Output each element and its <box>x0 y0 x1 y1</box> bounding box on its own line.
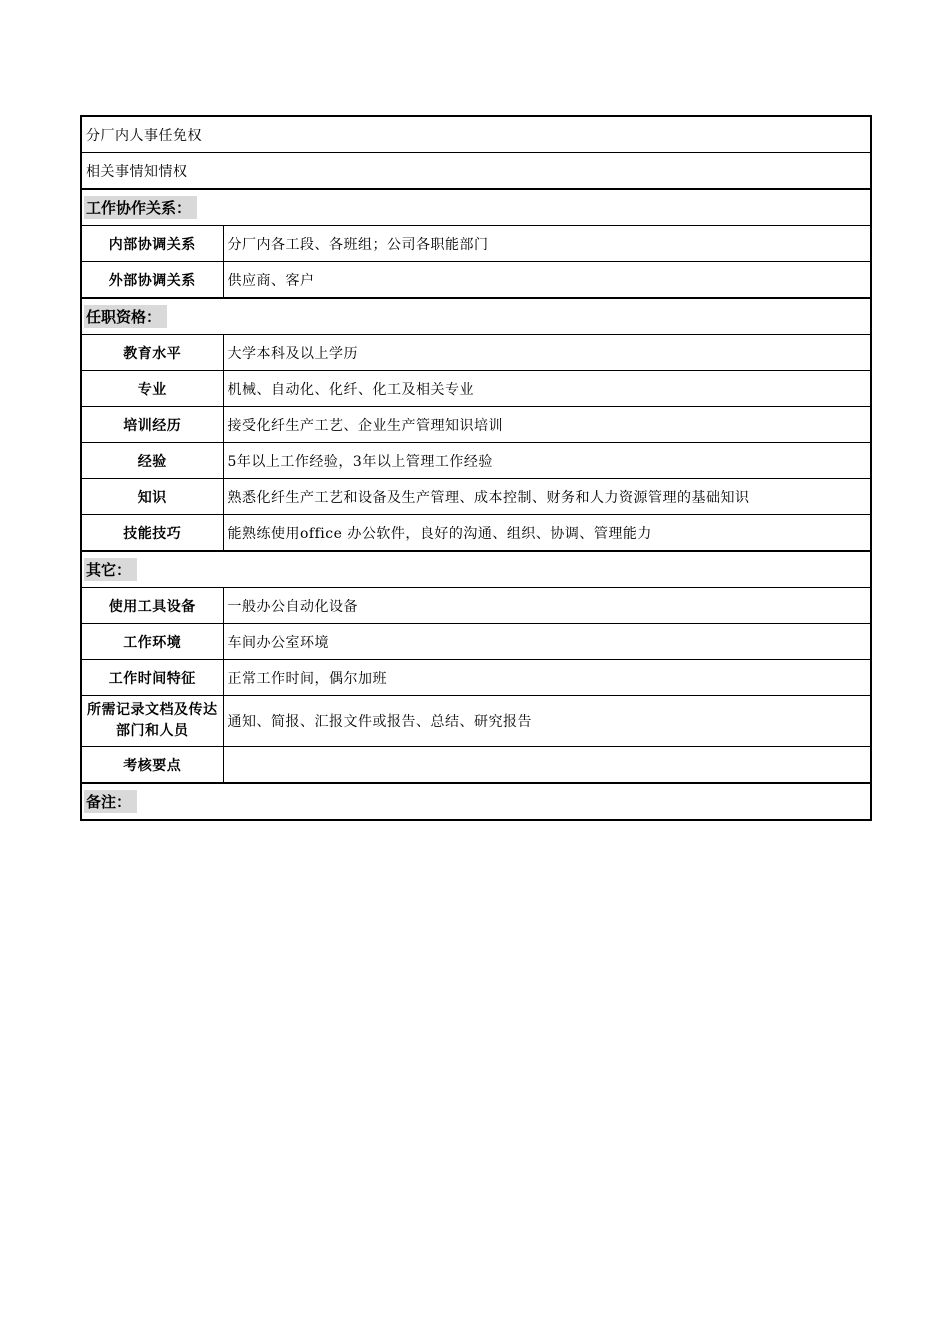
row-label: 考核要点 <box>81 747 223 784</box>
section-title: 其它： <box>84 558 137 581</box>
row-label: 所需记录文档及传达部门和人员 <box>81 696 223 747</box>
authority-row <box>81 153 871 190</box>
row-value <box>223 747 871 784</box>
table-row <box>81 443 871 479</box>
row-value: 熟悉化纤生产工艺和设备及生产管理、成本控制、财务和人力资源管理的基础知识 <box>223 479 871 515</box>
table-row <box>81 335 871 371</box>
authority-text: 相关事情知情权 <box>81 153 871 190</box>
row-value: 一般办公自动化设备 <box>223 588 871 624</box>
row-value: 大学本科及以上学历 <box>223 335 871 371</box>
row-value: 供应商、客户 <box>223 262 871 299</box>
row-value: 通知、简报、汇报文件或报告、总结、研究报告 <box>223 696 871 747</box>
row-label: 外部协调关系 <box>81 262 223 299</box>
row-value: 正常工作时间，偶尔加班 <box>223 660 871 696</box>
row-value: 能熟练使用office 办公软件，良好的沟通、组织、协调、管理能力 <box>223 515 871 552</box>
row-label: 教育水平 <box>81 335 223 371</box>
row-label: 经验 <box>81 443 223 479</box>
authority-text: 分厂内人事任免权 <box>81 116 871 153</box>
row-label: 工作环境 <box>81 624 223 660</box>
table-row <box>81 696 871 747</box>
table-row <box>81 371 871 407</box>
table-row <box>81 515 871 552</box>
table-row <box>81 747 871 784</box>
table-row <box>81 226 871 262</box>
section-title: 任职资格： <box>84 305 167 328</box>
section-cooperation <box>81 189 871 226</box>
section-title: 备注： <box>84 790 137 813</box>
row-label: 知识 <box>81 479 223 515</box>
row-label: 使用工具设备 <box>81 588 223 624</box>
row-value: 接受化纤生产工艺、企业生产管理知识培训 <box>223 407 871 443</box>
row-label: 工作时间特征 <box>81 660 223 696</box>
table-row <box>81 588 871 624</box>
table-row <box>81 479 871 515</box>
section-remarks <box>81 783 871 820</box>
row-value: 5年以上工作经验，3年以上管理工作经验 <box>223 443 871 479</box>
section-qualification <box>81 298 871 335</box>
row-value: 机械、自动化、化纤、化工及相关专业 <box>223 371 871 407</box>
row-value: 车间办公室环境 <box>223 624 871 660</box>
authority-row <box>81 116 871 153</box>
row-label: 专业 <box>81 371 223 407</box>
table-row <box>81 407 871 443</box>
row-label: 培训经历 <box>81 407 223 443</box>
table-row <box>81 262 871 299</box>
job-description-table <box>80 115 872 821</box>
row-label: 技能技巧 <box>81 515 223 552</box>
table-row <box>81 624 871 660</box>
section-title: 工作协作关系： <box>84 196 197 219</box>
row-value: 分厂内各工段、各班组；公司各职能部门 <box>223 226 871 262</box>
row-label: 内部协调关系 <box>81 226 223 262</box>
section-other <box>81 551 871 588</box>
table-row <box>81 660 871 696</box>
